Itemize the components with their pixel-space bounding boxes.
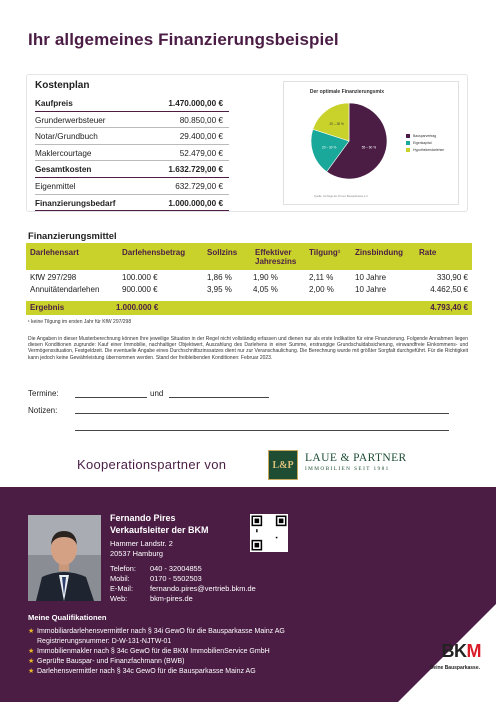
chart-title: Der optimale Finanzierungsmix — [309, 89, 385, 95]
address-street: Hammer Landstr. 2 — [110, 539, 173, 548]
cost-row — [35, 145, 229, 162]
table-cell: 4,05 % — [253, 284, 278, 294]
table-cell: KfW 297/298 — [30, 273, 77, 282]
table-cell-rate: 4.462,50 € — [430, 284, 468, 294]
star-icon: ★ — [28, 657, 35, 665]
qualifications-heading: Meine Qualifikationen — [28, 613, 107, 622]
notes-line-2 — [75, 430, 449, 431]
cost-value: 29.400,00 € — [179, 132, 223, 142]
column-header: Zinsbindung — [355, 248, 403, 257]
cost-label: Eigenmittel — [35, 181, 76, 191]
cost-row — [35, 112, 229, 129]
cost-plan-card — [26, 74, 468, 212]
advisor-role: Verkaufsleiter der BKM — [110, 525, 209, 535]
qualification-text: Immobilienmakler nach § 34c GewO für die BKM ImmobilienService GmbH — [37, 647, 270, 655]
column-header: Effektiver Jahreszins — [255, 248, 297, 266]
legend-swatch — [406, 141, 410, 145]
advisor-contact-lines — [110, 564, 256, 604]
advisor-name-block — [110, 512, 209, 536]
table-cell-rate: 330,90 € — [436, 273, 468, 282]
qualification-text: Registrierungsnummer: D-W-131-NJTW-01 — [37, 637, 172, 645]
legend-item — [406, 139, 444, 146]
cost-label: Finanzierungsbedarf — [35, 198, 116, 208]
partner-name: LAUE & PARTNER — [305, 452, 407, 464]
cost-value: 80.850,00 € — [179, 115, 223, 125]
cost-row — [35, 195, 229, 212]
table-cell: 2,11 % — [309, 273, 334, 282]
star-icon: ★ — [28, 667, 35, 675]
pie-slice-label: 55 – 60 % — [361, 145, 377, 150]
table-cell: 3,95 % — [207, 284, 232, 294]
legend-item — [406, 132, 444, 139]
cost-row — [35, 128, 229, 145]
legend-label: Bausparvertrag — [413, 133, 437, 138]
qualifications-list — [28, 627, 285, 677]
address-city: 20537 Hamburg — [110, 548, 164, 558]
bkm-logo-text: BK — [441, 641, 467, 661]
pie-slice-label: 20 – 30 % — [321, 145, 337, 150]
table-cell: 10 Jahre — [355, 284, 387, 294]
termine-line-1 — [75, 397, 147, 398]
termine-label: Termine: — [28, 389, 59, 398]
contact-line — [110, 564, 256, 574]
qualification-text: Darlehensvermittler nach § 34c GewO für die Bausparkasse Mainz AG — [37, 667, 256, 675]
financing-total-row — [26, 301, 472, 315]
cost-value: 1.000.000,00 € — [168, 198, 223, 208]
notizen-label: Notizen: — [28, 406, 58, 415]
cost-value: 632.729,00 € — [175, 181, 223, 191]
qualification-item — [28, 667, 285, 677]
advisor-address — [110, 539, 173, 558]
contact-footer — [0, 487, 496, 702]
legend-label: Eigenkapital — [413, 140, 432, 145]
partner-subtitle: IMMOBILIEN SEIT 1981 — [305, 466, 390, 472]
column-header: Tilgung¹ — [309, 248, 341, 257]
table-cell: 100.000 € — [122, 273, 158, 282]
cost-value: 1.632.729,00 € — [168, 165, 223, 175]
contact-line[interactable] — [110, 584, 256, 594]
disclaimer: Die Angaben in dieser Musterberechnung können Ihre jeweilige Situation in der Regel nicht vollständig erfassen und dienen nur als erste Indikation für eine Finanzierung. Folgende Annahmen liegen diesen Konditionen zugrunde: Kauf einer Immobilie, nachhaltiger Objektwert, Auszahlung des Darlehens in einer Summe, erstrangige Grundschuldabsicherung, einwandfreie Einkommens- und Vermögenssituation, Festgeldzeit. Die eventuelle Angabe eines Durchschnittszinssatzes dient nur zur Veranschaulichung. Die Berechnung wurde mit größter Sorgfalt durchgeführt. Für die Richtigkeit kann jedoch keine Gewährleistung übernommen werden. Stand der freibleibenden Konditionen: Februar 2023. — [28, 336, 468, 361]
star-icon: ★ — [28, 647, 35, 655]
table-row — [26, 273, 472, 285]
contact-value: 040 - 32004855 — [150, 564, 202, 573]
total-amount: 1.000.000 € — [116, 303, 159, 312]
cost-row — [35, 95, 229, 112]
contact-value: bkm-pires.de — [150, 594, 193, 603]
notes-line-1 — [75, 413, 449, 414]
legend-label: Hypothekendarlehen — [413, 147, 445, 152]
advisor-name: Fernando Pires — [110, 513, 176, 523]
bkm-tagline: Deine Bausparkasse. — [429, 665, 480, 671]
table-cell: 2,00 % — [309, 284, 334, 294]
total-rate: 4.793,40 € — [430, 303, 468, 312]
cost-row — [35, 178, 229, 195]
contact-label: E-Mail: — [110, 584, 133, 593]
financing-heading: Finanzierungsmittel — [28, 230, 117, 241]
bkm-logo-m: M — [466, 641, 481, 661]
contact-label: Web: — [110, 594, 128, 603]
chart-legend — [406, 132, 444, 153]
contact-label: Telefon: — [110, 564, 136, 573]
column-header: Darlehensbetrag — [122, 248, 186, 257]
cost-value: 1.470.000,00 € — [168, 99, 223, 108]
pie-chart — [304, 96, 394, 186]
qualification-text: Geprüfte Bauspar- und Finanzfachmann (BWB) — [37, 657, 185, 665]
cost-label: Grunderwerbsteuer — [35, 115, 106, 125]
cost-label: Notar/Grundbuch — [35, 132, 98, 142]
legend-swatch — [406, 148, 410, 152]
cost-plan-heading: Kostenplan — [35, 80, 90, 91]
cost-value: 52.479,00 € — [179, 148, 223, 158]
qualification-item — [28, 657, 285, 667]
qualification-item — [28, 627, 285, 637]
contact-label: Mobil: — [110, 574, 130, 583]
legend-swatch — [406, 134, 410, 138]
advisor-photo — [28, 515, 101, 601]
contact-line — [110, 574, 256, 584]
qualification-item — [28, 647, 285, 657]
table-cell: 10 Jahre — [355, 273, 387, 282]
termine-und: und — [150, 389, 164, 398]
cost-plan-table — [35, 95, 229, 211]
column-header: Darlehensart — [30, 248, 79, 257]
table-cell: Annuitätendarlehen — [30, 284, 100, 294]
table-cell: 1,86 % — [207, 273, 232, 282]
table-cell: 1,90 % — [253, 273, 278, 282]
pie-slice-label: 20 – 30 % — [329, 122, 344, 127]
legend-item — [406, 146, 444, 153]
termine-line-2 — [169, 397, 269, 398]
bkm-logo — [442, 641, 482, 662]
qualification-item — [28, 637, 285, 647]
cost-label: Kaufpreis — [35, 99, 73, 108]
qualification-text: Immobiliardarlehensvermittler nach § 34i GewO für die Bausparkasse Mainz AG — [37, 628, 285, 635]
contact-value: 0170 - 5502503 — [150, 574, 202, 583]
cooperation-text: Kooperationspartner von — [77, 457, 227, 472]
star-icon — [28, 637, 37, 647]
total-label: Ergebnis — [30, 303, 65, 312]
contact-line[interactable] — [110, 594, 256, 604]
column-header: Sollzins — [207, 248, 238, 257]
cost-row — [35, 161, 229, 178]
qr-code[interactable] — [250, 514, 288, 552]
contact-value: fernando.pires@vertrieb.bkm.de — [150, 584, 256, 593]
page-title: Ihr allgemeines Finanzierungsbeispiel — [28, 30, 339, 49]
partner-logo-mark: L&P — [268, 450, 298, 480]
table-row — [26, 285, 472, 297]
cost-label: Gesamtkosten — [35, 165, 92, 175]
chart-source: Quelle: Umfrage der Firmen Bausparkasse e.V. — [314, 195, 369, 198]
star-icon: ★ — [28, 628, 35, 635]
column-header: Rate — [419, 248, 437, 257]
footnote: ¹ keine Tilgung im ersten Jahr für KfW 297/298 — [28, 319, 132, 325]
table-cell: 900.000 € — [122, 284, 158, 294]
financing-table-header — [26, 243, 472, 270]
cost-label: Maklercourtage — [35, 148, 92, 158]
financing-mix-chart — [283, 81, 459, 205]
